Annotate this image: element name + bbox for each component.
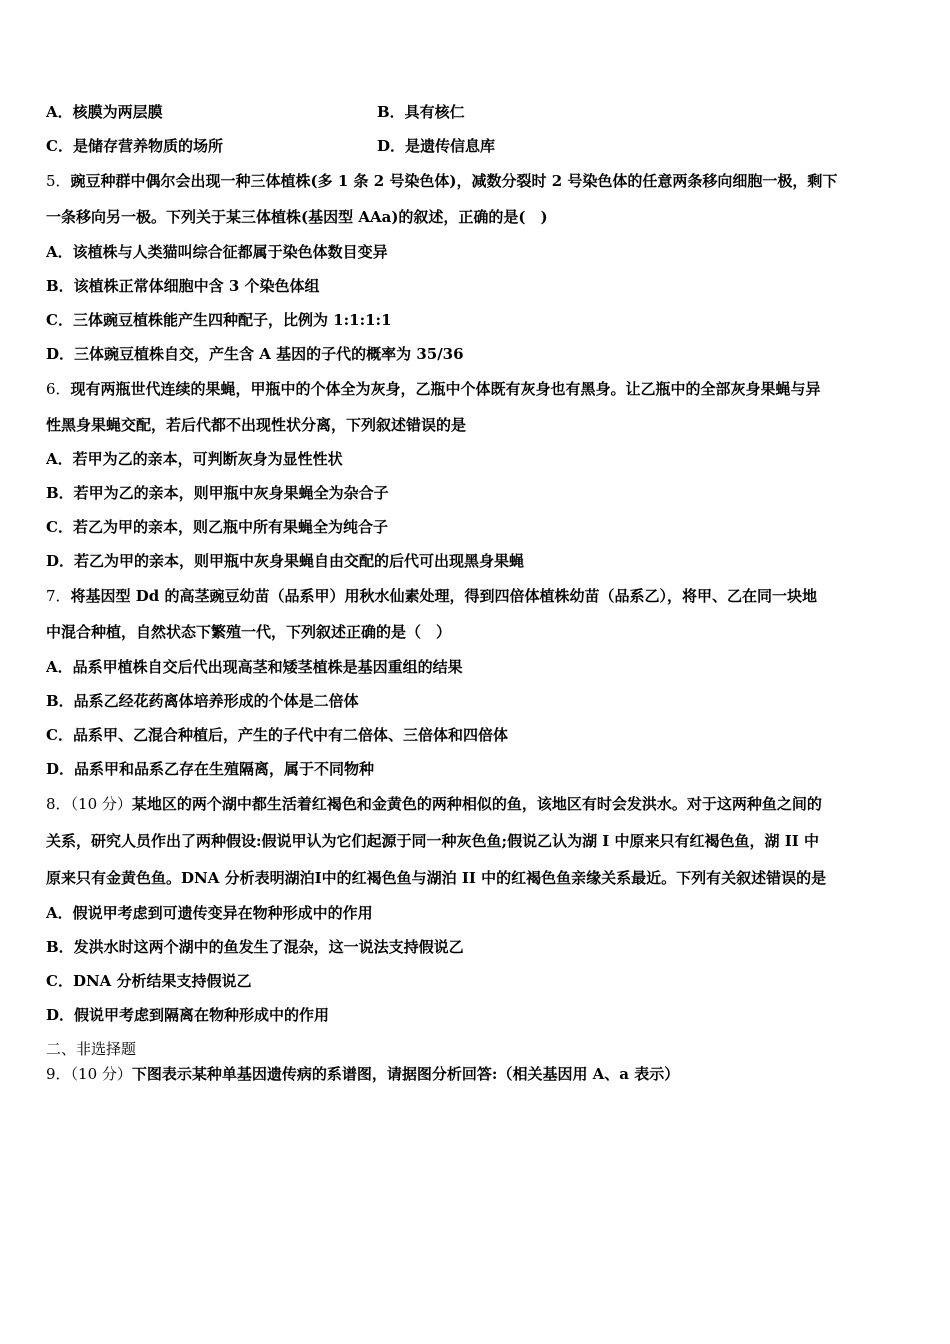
q5-stem-text-1: 豌豆种群中偶尔会出现一种三体植株(多 1 条 2 号染色体)，减数分裂时 2 号染色体的任意两条移向细胞一极，剩下 bbox=[70, 172, 838, 190]
q6-stem-line-1 bbox=[46, 379, 908, 399]
q7-number: 7． bbox=[46, 587, 71, 605]
q4-option-c: C．是储存营养物质的场所 bbox=[46, 137, 223, 155]
q5-option-d: D．三体豌豆植株自交，产生含 A 基因的子代的概率为 35/36 bbox=[46, 345, 464, 363]
q8-option-a: A．假说甲考虑到可遗传变异在物种形成中的作用 bbox=[46, 904, 373, 922]
q5-number: 5． bbox=[46, 172, 71, 190]
q6-stem-text-1: 现有两瓶世代连续的果蝇，甲瓶中的个体全为灰身，乙瓶中个体既有灰身也有黑身。让乙瓶中的全部灰身果蝇与异 bbox=[70, 380, 821, 398]
q7-option-d: D．品系甲和品系乙存在生殖隔离，属于不同物种 bbox=[46, 760, 375, 778]
q7-option-b: B．品系乙经花药离体培养形成的个体是二倍体 bbox=[46, 692, 359, 710]
q8-stem-text-1: 某地区的两个湖中都生活着红褐色和金黄色的两种相似的鱼，该地区有时会发洪水。对于这两种鱼之间的 bbox=[131, 795, 822, 813]
q9-number: 9． bbox=[46, 1065, 71, 1083]
q8-stem-line-2: 关系，研究人员作出了两种假设:假说甲认为它们起源于同一种灰色鱼;假说乙认为湖 I 中原来只有红褐色鱼，湖 II 中 bbox=[46, 832, 820, 850]
q6-option-a: A．若甲为乙的亲本，可判断灰身为显性性状 bbox=[46, 450, 343, 468]
q5-option-a: A．该植株与人类猫叫综合征都属于染色体数目变异 bbox=[46, 243, 388, 261]
q6-stem-line-2: 性黑身果蝇交配，若后代都不出现性状分离，下列叙述错误的是 bbox=[46, 416, 467, 434]
section-title: 二、非选择题 bbox=[46, 1040, 137, 1058]
q7-stem-text-1: 将基因型 Dd 的高茎豌豆幼苗（品系甲）用秋水仙素处理，得到四倍体植株幼苗（品系乙），将甲、乙在同一块地 bbox=[70, 587, 817, 605]
q8-option-c: C．DNA 分析结果支持假说乙 bbox=[46, 972, 252, 990]
q6-option-d: D．若乙为甲的亲本，则甲瓶中灰身果蝇自由交配的后代可出现黑身果蝇 bbox=[46, 552, 525, 570]
q7-stem-line-1 bbox=[46, 586, 908, 606]
q6-option-b: B．若甲为乙的亲本，则甲瓶中灰身果蝇全为杂合子 bbox=[46, 484, 389, 502]
q7-stem-line-2: 中混合种植，自然状态下繁殖一代，下列叙述正确的是（ ） bbox=[46, 623, 452, 641]
q4-option-a: A．核膜为两层膜 bbox=[46, 103, 163, 121]
q7-option-c: C．品系甲、乙混合种植后，产生的子代中有二倍体、三倍体和四倍体 bbox=[46, 726, 508, 744]
q8-stem-line-3: 原来只有金黄色鱼。DNA 分析表明湖泊Ⅰ中的红褐色鱼与湖泊 II 中的红褐色鱼亲缘关系最近。下列有关叙述错误的是 bbox=[46, 869, 827, 887]
q7-option-a: A．品系甲植株自交后代出现高茎和矮茎植株是基因重组的结果 bbox=[46, 658, 463, 676]
q5-stem-line-1 bbox=[46, 171, 908, 191]
q5-option-b: B．该植株正常体细胞中含 3 个染色体组 bbox=[46, 277, 320, 295]
q9-stem-text-1: 下图表示某种单基因遗传病的系谱图，请据图分析回答:（相关基因用 A、a 表示） bbox=[131, 1065, 680, 1083]
q8-option-d: D．假说甲考虑到隔离在物种形成中的作用 bbox=[46, 1006, 330, 1024]
q4-option-d: D．是遗传信息库 bbox=[377, 137, 496, 155]
q9-stem-line-1 bbox=[46, 1064, 908, 1084]
q4-option-b: B．具有核仁 bbox=[377, 103, 465, 121]
q8-number: 8． bbox=[46, 795, 71, 813]
q5-option-c: C．三体豌豆植株能产生四种配子，比例为 1:1:1:1 bbox=[46, 311, 392, 329]
q8-option-b: B．发洪水时这两个湖中的鱼发生了混杂，这一说法支持假说乙 bbox=[46, 938, 464, 956]
q6-option-c: C．若乙为甲的亲本，则乙瓶中所有果蝇全为纯合子 bbox=[46, 518, 388, 536]
q8-stem-line-1 bbox=[46, 794, 908, 814]
q6-number: 6． bbox=[46, 380, 71, 398]
q8-score: （10 分） bbox=[70, 795, 132, 813]
q9-score: （10 分） bbox=[70, 1065, 132, 1083]
q5-stem-line-2: 一条移向另一极。下列关于某三体植株(基因型 AAa)的叙述，正确的是( ) bbox=[46, 208, 548, 226]
